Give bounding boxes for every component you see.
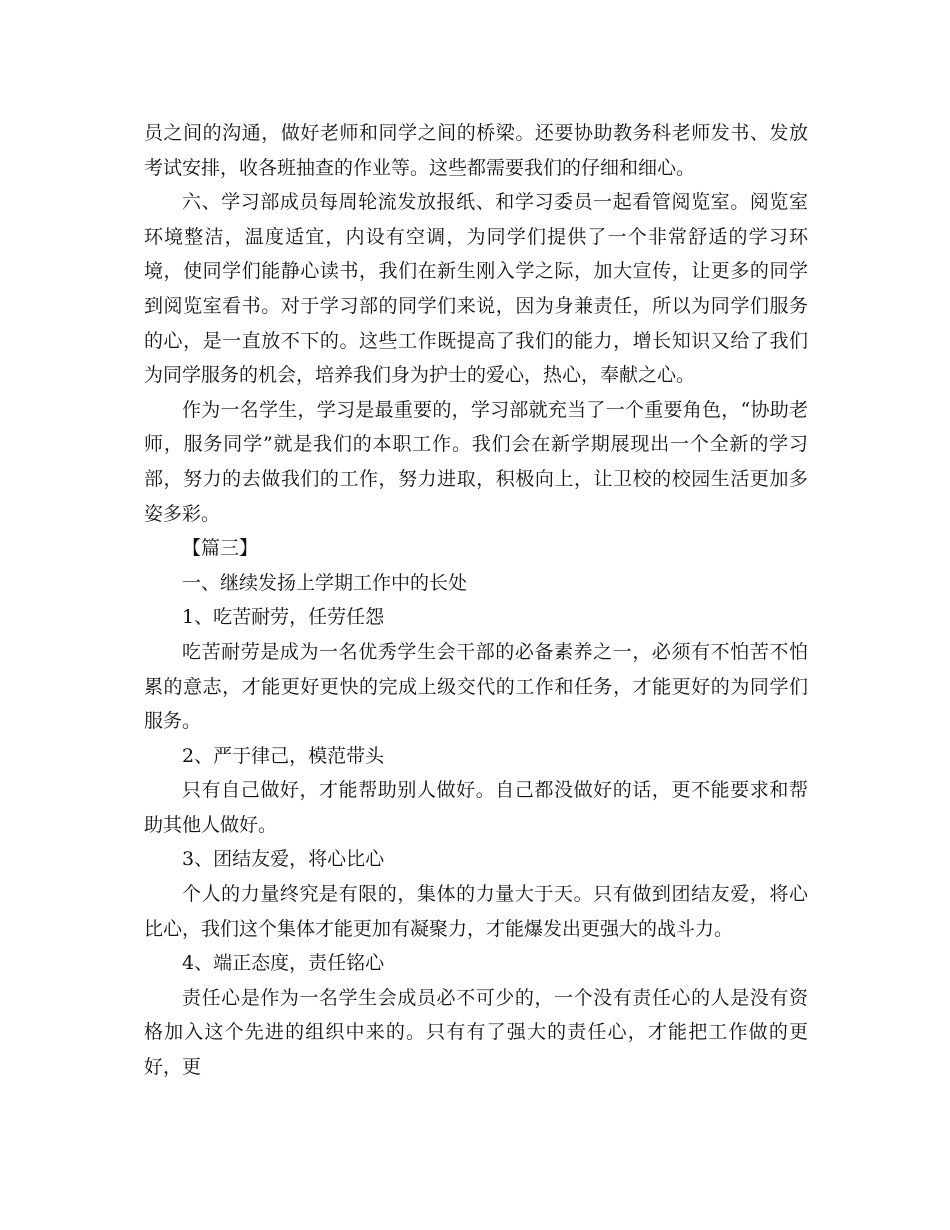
paragraph: 作为一名学生，学习是最重要的，学习部就充当了一个重要角色，“协助老师，服务同学”就是我们的本职工作。我们会在新学期展现出一个全新的学习部，努力的去做我们的工作，努力进取，积极向上，让卫校的校园生活更加多姿多彩。 xyxy=(144,398,808,525)
paragraph: 六、学习部成员每周轮流发放报纸、和学习委员一起看管阅览室。阅览室环境整洁，温度适宜，内设有空调，为同学们提供了一个非常舒适的学习环境，使同学们能静心读书，我们在新生刚入学之际，加大宣传，让更多的同学到阅览室看书。对于学习部的同学们来说，因为身兼责任，所以为同学们服务的心，是一直放不下的。这些工作既提高了我们的能力，增长知识又给了我们为同学服务的机会，培养我们身为护士的爱心，热心，奉献之心。 xyxy=(144,191,808,387)
subheading: 2、严于律己，模范带头 xyxy=(182,744,385,767)
section-heading: 【篇三】 xyxy=(182,537,259,560)
paragraph: 吃苦耐劳是成为一名优秀学生会干部的必备素养之一，必须有不怕苦不怕累的意志，才能更好更快的完成上级交代的工作和任务，才能更好的为同学们服务。 xyxy=(144,640,808,733)
subheading: 1、吃苦耐劳，任劳任怨 xyxy=(182,606,385,629)
subheading: 一、继续发扬上学期工作中的长处 xyxy=(182,571,468,594)
document-page xyxy=(144,116,808,1085)
paragraph: 只有自己做好，才能帮助别人做好。自己都没做好的话，更不能要求和帮助其他人做好。 xyxy=(144,779,808,836)
paragraph: 个人的力量终究是有限的，集体的力量大于天。只有做到团结友爱，将心比心，我们这个集体才能更加有凝聚力，才能爆发出更强大的战斗力。 xyxy=(144,883,808,940)
paragraph: 员之间的沟通，做好老师和同学之间的桥梁。还要协助教务科老师发书、发放考试安排，收各班抽查的作业等。这些都需要我们的仔细和细心。 xyxy=(144,122,808,179)
subheading: 4、端正态度，责任铭心 xyxy=(182,952,385,975)
subheading: 3、团结友爱，将心比心 xyxy=(182,848,385,871)
paragraph: 责任心是作为一名学生会成员必不可少的，一个没有责任心的人是没有资格加入这个先进的组织中来的。只有有了强大的责任心，才能把工作做的更好，更 xyxy=(144,986,808,1079)
